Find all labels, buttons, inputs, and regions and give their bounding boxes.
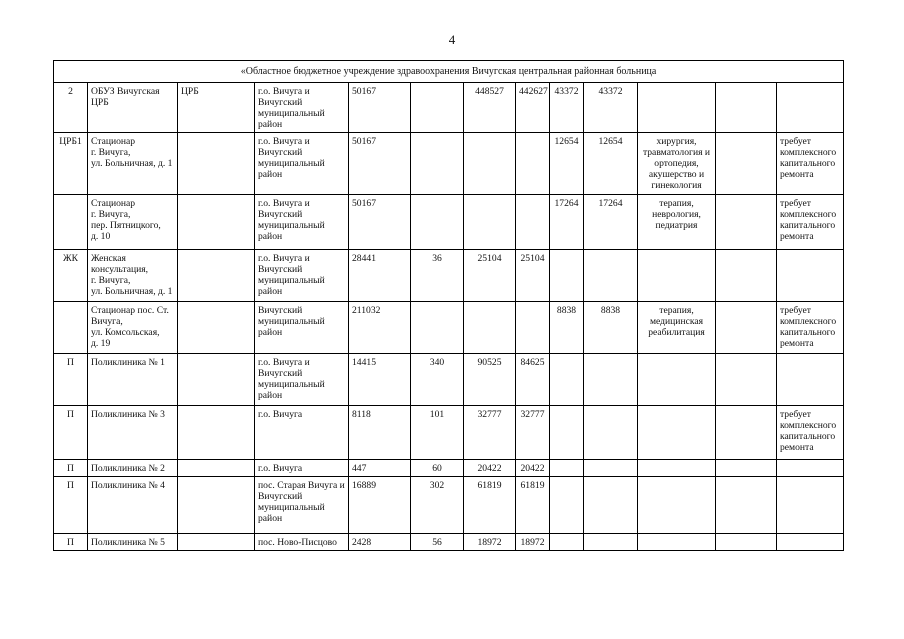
table-cell — [638, 83, 716, 133]
table-row — [54, 133, 844, 195]
table-cell: 12654 — [550, 133, 584, 195]
table-cell: 61819 — [464, 477, 516, 534]
table-cell: требует комплексного капитального ремонта — [777, 195, 844, 250]
table-cell: 20422 — [516, 460, 550, 477]
table-cell: 12654 — [584, 133, 638, 195]
table-cell: 61819 — [516, 477, 550, 534]
table-cell — [178, 460, 255, 477]
table-cell — [777, 354, 844, 406]
table-cell — [584, 460, 638, 477]
table-cell — [516, 195, 550, 250]
table-cell: 442627 — [516, 83, 550, 133]
table-cell: П — [54, 477, 88, 534]
page-number: 4 — [448, 32, 456, 47]
table-row — [54, 83, 844, 133]
table-cell: 50167 — [349, 83, 411, 133]
table-cell — [777, 534, 844, 551]
table-cell — [777, 83, 844, 133]
table-cell: 8118 — [349, 406, 411, 460]
table-cell — [716, 250, 777, 302]
table-cell: требует комплексного капитального ремонта — [777, 406, 844, 460]
table-cell — [516, 302, 550, 354]
table-cell — [584, 534, 638, 551]
table-cell — [777, 460, 844, 477]
table-cell: г.о. Вичуга и Вичугский муниципальный район — [255, 133, 349, 195]
table-cell: 448527 — [464, 83, 516, 133]
table-cell: терапия, медицинская реабилитация — [638, 302, 716, 354]
table-cell — [411, 133, 464, 195]
table-cell — [178, 477, 255, 534]
table-cell — [550, 477, 584, 534]
table-cell: 43372 — [550, 83, 584, 133]
hospital-facilities-table — [53, 60, 844, 551]
table-cell — [777, 477, 844, 534]
table-cell: пос. Старая Вичуга и Вичугский муниципальный район — [255, 477, 349, 534]
table-cell: 101 — [411, 406, 464, 460]
table-cell: Стационар г. Вичуга, пер. Пятницкого, д. 10 — [88, 195, 178, 250]
table-cell: П — [54, 354, 88, 406]
table-cell: 2 — [54, 83, 88, 133]
table-cell: Поликлиника № 3 — [88, 406, 178, 460]
table-cell — [638, 534, 716, 551]
table-cell — [178, 302, 255, 354]
table-cell: 25104 — [464, 250, 516, 302]
table-cell: 43372 — [584, 83, 638, 133]
table-title-row — [54, 61, 844, 83]
table-cell — [716, 460, 777, 477]
table-cell: Поликлиника № 4 — [88, 477, 178, 534]
table-cell: ОБУЗ Вичугская ЦРБ — [88, 83, 178, 133]
table-row — [54, 250, 844, 302]
table-row — [54, 477, 844, 534]
table-row — [54, 534, 844, 551]
table-cell — [178, 133, 255, 195]
table-cell — [550, 534, 584, 551]
table-cell: 302 — [411, 477, 464, 534]
table-cell: 32777 — [516, 406, 550, 460]
table-cell: 28441 — [349, 250, 411, 302]
table-cell — [716, 477, 777, 534]
table-cell: г.о. Вичуга — [255, 406, 349, 460]
table-cell — [464, 195, 516, 250]
table-cell — [716, 354, 777, 406]
table-cell: П — [54, 460, 88, 477]
table-cell — [411, 83, 464, 133]
table-cell: ЦРБ — [178, 83, 255, 133]
table-cell: 50167 — [349, 195, 411, 250]
table-cell — [550, 460, 584, 477]
table-cell: 18972 — [516, 534, 550, 551]
table-cell — [638, 354, 716, 406]
table-row — [54, 406, 844, 460]
table-cell — [464, 133, 516, 195]
table-cell: 36 — [411, 250, 464, 302]
table-cell: 17264 — [550, 195, 584, 250]
table-cell — [550, 406, 584, 460]
table-row — [54, 460, 844, 477]
table-cell — [716, 133, 777, 195]
table-cell: 20422 — [464, 460, 516, 477]
table-cell: г.о. Вичуга и Вичугский муниципальный район — [255, 83, 349, 133]
table-cell — [54, 302, 88, 354]
table-cell: 17264 — [584, 195, 638, 250]
table-cell — [54, 195, 88, 250]
table-cell — [584, 477, 638, 534]
table-cell: 50167 — [349, 133, 411, 195]
table-cell — [411, 302, 464, 354]
table-cell — [464, 302, 516, 354]
table-cell: 56 — [411, 534, 464, 551]
table-cell: П — [54, 534, 88, 551]
table-row — [54, 302, 844, 354]
table-cell — [550, 250, 584, 302]
table-cell — [716, 302, 777, 354]
table-cell — [777, 250, 844, 302]
table-cell — [716, 406, 777, 460]
table-cell — [716, 83, 777, 133]
table-cell: г.о. Вичуга и Вичугский муниципальный район — [255, 250, 349, 302]
table-cell: Вичугский муниципальный район — [255, 302, 349, 354]
table-cell — [638, 460, 716, 477]
table-title: «Областное бюджетное учреждение здравоохранения Вичугская центральная районная больница — [54, 61, 844, 83]
table-cell — [638, 477, 716, 534]
table-cell: 2428 — [349, 534, 411, 551]
table-cell — [178, 195, 255, 250]
table-cell: Поликлиника № 5 — [88, 534, 178, 551]
table-cell — [638, 250, 716, 302]
table-cell — [178, 534, 255, 551]
table-cell: Женская консультация, г. Вичуга, ул. Больничная, д. 1 — [88, 250, 178, 302]
table-cell — [584, 406, 638, 460]
table-cell: 8838 — [584, 302, 638, 354]
table-cell: П — [54, 406, 88, 460]
table-cell: 60 — [411, 460, 464, 477]
table-cell: терапия, неврология, педиатрия — [638, 195, 716, 250]
table-cell: 18972 — [464, 534, 516, 551]
table-cell: требует комплексного капитального ремонта — [777, 133, 844, 195]
table-cell: Стационар пос. Ст. Вичуга, ул. Комсольская, д. 19 — [88, 302, 178, 354]
table-cell: 90525 — [464, 354, 516, 406]
table-cell: Поликлиника № 2 — [88, 460, 178, 477]
table-cell — [178, 354, 255, 406]
table-cell: 8838 — [550, 302, 584, 354]
table-row — [54, 195, 844, 250]
table-cell: 25104 — [516, 250, 550, 302]
table-cell: Стационар г. Вичуга, ул. Больничная, д. 1 — [88, 133, 178, 195]
table-cell — [716, 534, 777, 551]
table-cell — [178, 250, 255, 302]
table-cell: Поликлиника № 1 — [88, 354, 178, 406]
table-cell — [411, 195, 464, 250]
table-cell: ЦРБ1 — [54, 133, 88, 195]
table-cell — [516, 133, 550, 195]
table-cell: ЖК — [54, 250, 88, 302]
table-cell — [178, 406, 255, 460]
table-cell — [550, 354, 584, 406]
table-cell: 447 — [349, 460, 411, 477]
table-cell: 32777 — [464, 406, 516, 460]
table-cell: г.о. Вичуга и Вичугский муниципальный район — [255, 195, 349, 250]
table-cell — [584, 250, 638, 302]
table-cell: 84625 — [516, 354, 550, 406]
table-cell: хирургия, травматология и ортопедия, акушерство и гинекология — [638, 133, 716, 195]
table-cell: 14415 — [349, 354, 411, 406]
table-cell: г.о. Вичуга — [255, 460, 349, 477]
table-cell: пос. Ново-Писцово — [255, 534, 349, 551]
table-cell: 16889 — [349, 477, 411, 534]
table-row — [54, 354, 844, 406]
table-cell — [638, 406, 716, 460]
table-cell: 340 — [411, 354, 464, 406]
table-cell — [716, 195, 777, 250]
table-cell: г.о. Вичуга и Вичугский муниципальный район — [255, 354, 349, 406]
table-cell: 211032 — [349, 302, 411, 354]
table-cell: требует комплексного капитального ремонта — [777, 302, 844, 354]
table-cell — [584, 354, 638, 406]
